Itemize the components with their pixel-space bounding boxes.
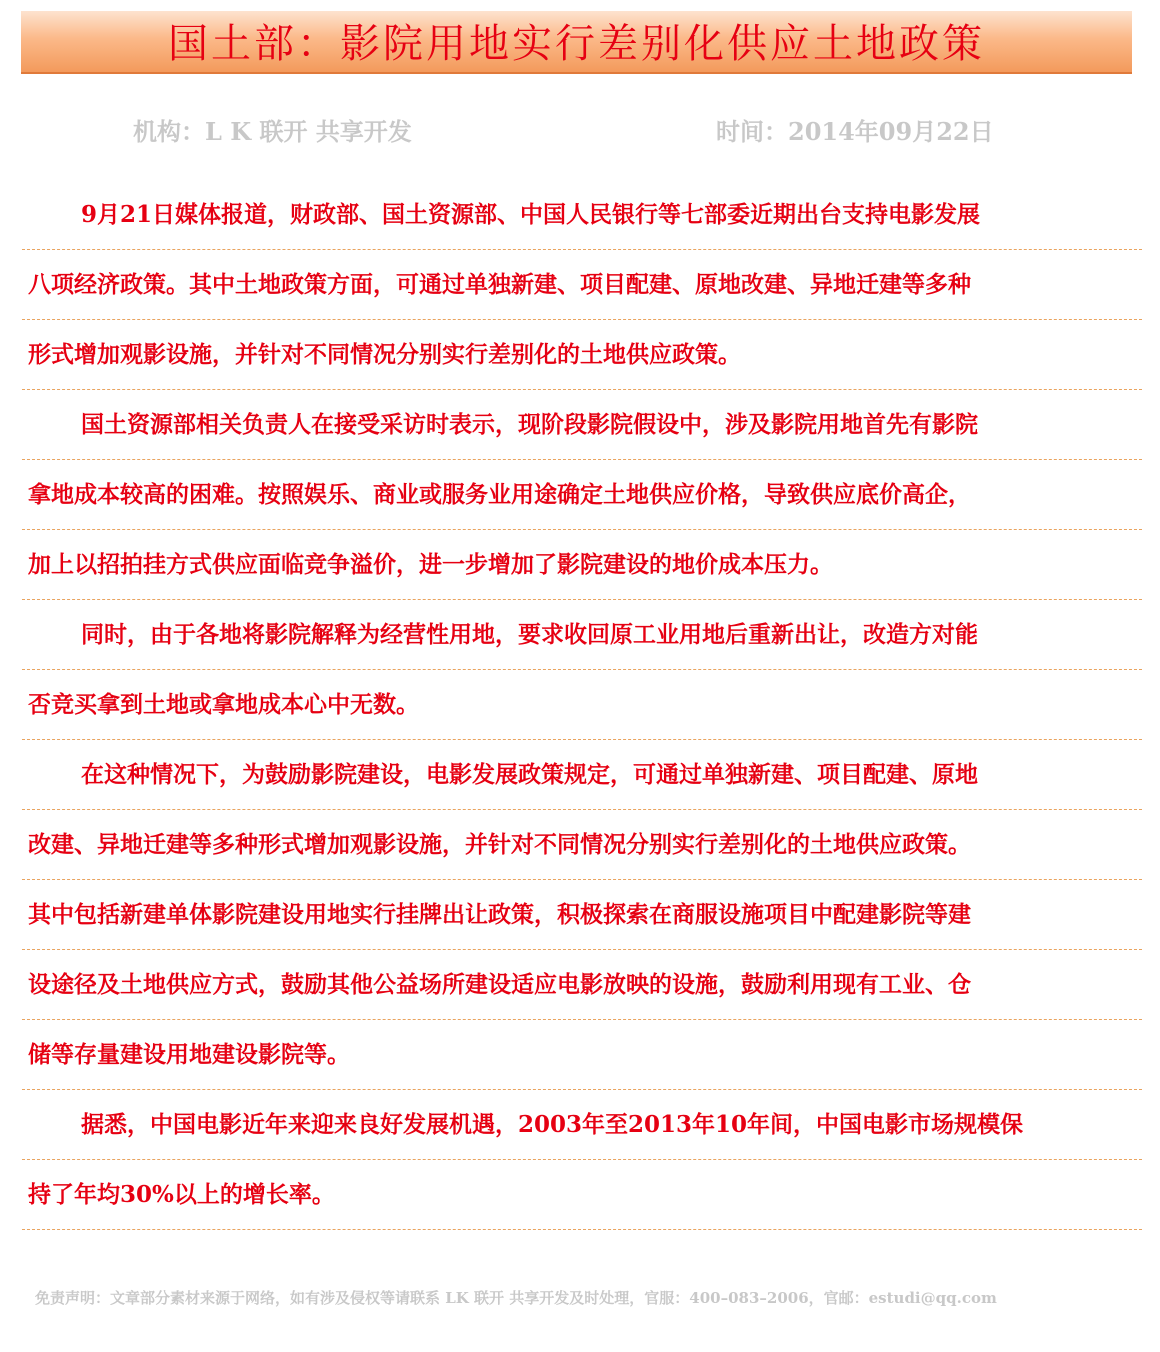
article-line: 持了年均30%以上的增长率。 <box>22 1160 1142 1230</box>
article-line: 在这种情况下，为鼓励影院建设，电影发展政策规定，可通过单独新建、项目配建、原地 <box>22 740 1142 810</box>
publish-date: 时间：2014年09月22日 <box>716 117 994 146</box>
article-line: 储等存量建设用地建设影院等。 <box>22 1020 1142 1090</box>
organization-label: 机构：L K 联开 共享开发 <box>133 117 412 146</box>
article-line: 八项经济政策。其中土地政策方面，可通过单独新建、项目配建、原地改建、异地迁建等多种 <box>22 250 1142 320</box>
article-line: 拿地成本较高的困难。按照娱乐、商业或服务业用途确定土地供应价格，导致供应底价高企， <box>22 460 1142 530</box>
article-line: 其中包括新建单体影院建设用地实行挂牌出让政策，积极探索在商服设施项目中配建影院等建 <box>22 880 1142 950</box>
article-body <box>22 180 1142 1230</box>
article-line: 同时，由于各地将影院解释为经营性用地，要求收回原工业用地后重新出让，改造方对能 <box>22 600 1142 670</box>
page-title: 国土部：影院用地实行差别化供应土地政策 <box>168 21 985 67</box>
article-line: 据悉，中国电影近年来迎来良好发展机遇，2003年至2013年10年间，中国电影市场规模保 <box>22 1090 1142 1160</box>
article-line: 加上以招拍挂方式供应面临竞争溢价，进一步增加了影院建设的地价成本压力。 <box>22 530 1142 600</box>
article-line: 9月21日媒体报道，财政部、国土资源部、中国人民银行等七部委近期出台支持电影发展 <box>22 180 1142 250</box>
article-line: 否竞买拿到土地或拿地成本心中无数。 <box>22 670 1142 740</box>
article-line: 形式增加观影设施，并针对不同情况分别实行差别化的土地供应政策。 <box>22 320 1142 390</box>
title-banner <box>21 11 1132 74</box>
disclaimer-text: 免责声明：文章部分素材来源于网络，如有涉及侵权等请联系 LK 联开 共享开发及时处理，官服：400–083–2006，官邮：estudi@qq.com <box>35 1289 997 1307</box>
article-line: 改建、异地迁建等多种形式增加观影设施，并针对不同情况分别实行差别化的土地供应政策。 <box>22 810 1142 880</box>
article-line: 国土资源部相关负责人在接受采访时表示，现阶段影院假设中，涉及影院用地首先有影院 <box>22 390 1142 460</box>
article-line: 设途径及土地供应方式，鼓励其他公益场所建设适应电影放映的设施，鼓励利用现有工业、仓 <box>22 950 1142 1020</box>
